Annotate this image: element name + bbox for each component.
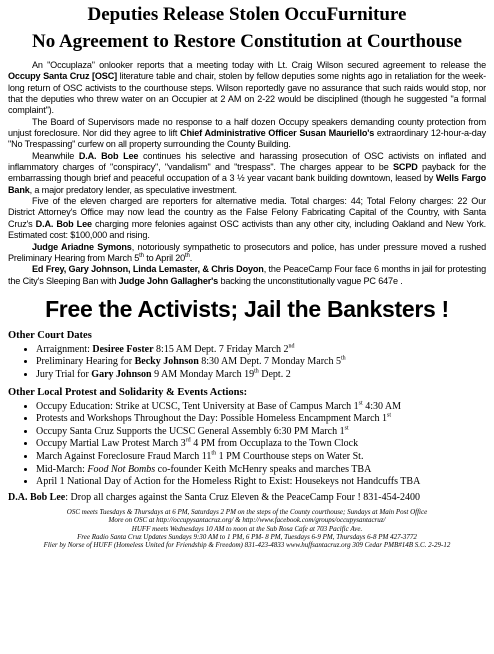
p4-text-c: charging more felonies against OSC activists than any other city, including Oakland and New York. Estimated cost: $100,000 and rising. [8,218,486,241]
item-name: Becky Johnson [134,356,199,368]
footer-line-4: Free Radio Santa Cruz Updates Sundays 9:30 AM to 1 PM, 6 PM- 8 PM, Tuesdays 6-9 PM, Thursdays 6-8 PM 427-3772 [77,533,417,542]
item-text: Occupy Education: Strike at UCSC, Tent University at Base of Campus March 1 [36,400,359,412]
item-text: 8:30 AM Dept. 7 Monday March 5 [198,356,341,368]
p3-bold-wells-fargo: Wells Fargo Bank [8,173,486,195]
item-text: Jury Trial for [36,369,92,381]
item-text: Occupy Santa Cruz Supports the UCSC General Assembly 6:30 PM March 1 [36,425,345,437]
p6-text-b: , the PeaceCamp Four face 6 months in jail for protesting the City's Sleeping Ban with [8,264,486,286]
p2-text-c: extraordinary 12-hour-a-day "No Trespassing" curfew on all property surrounding the County Building. [8,128,486,150]
p1-text-c: literature table and chair, stolen by fellow deputies some nights ago in retaliation for the week-long return of OSC activists to the courthouse steps. Wilson reportedly gave no assurance that such raids would stop, nor that the deputies who threw water on an Occupier at 2 AM on 2-22 would be disciplined (though he suggested "a formal complaint"). [8,71,486,116]
p2-bold-mauriello: Chief Administrative Officer Susan Mauriello's [180,128,375,139]
cta-bold-da: D.A. Bob Lee [8,491,66,503]
p5-sup-1: th [139,252,144,259]
footer-line-2: More on OSC at http://occupysantacruz.org/ & http://www.facebook.com/groups/occupysantacruz/ [108,516,386,525]
item-text: Occupy Martial Law Protest March 3 [36,438,186,450]
main-title: Deputies Release Stolen OccuFurniture [87,4,407,25]
list-item [36,426,486,439]
list-item [36,451,486,464]
p3-text-c: continues his selective and harassing prosecution of OSC activists on inflated and inflammatory charges of "conspiracy", "vandalism" and "trespass". The charges appear to be [8,150,486,173]
p4-text-a: Five of the eleven charged are reporters for alternative media. Total charges: 44; Total Felony charges: 22 Our District Attorney's Office may now lead the country as the False Felony Fabricating Capital of the Country, with Santa Cruz's [8,196,486,229]
item-sup: st [358,400,363,407]
court-dates-list [8,344,486,382]
paragraph-1 [8,60,486,117]
item-sup: nd [288,343,295,350]
item-text: 9 AM Monday March 19 [151,369,255,381]
p3-text-g: , a major predatory lender, as speculative investment. [29,184,237,195]
item-text: co-founder Keith McHenry speaks and marches TBA [155,463,372,475]
list-item [36,356,486,369]
p5-text-c: to April 20 [143,252,186,263]
list-item [36,413,486,426]
p3-bold-da: D.A. Bob Lee [78,150,139,161]
list-item [36,369,486,382]
p6-text-d: backing the unconstitutionally vague PC 647e . [218,275,403,286]
paragraph-5 [8,242,486,265]
p6-bold-judge: Judge John Gallagher's [118,275,219,286]
paragraph-6 [8,264,486,287]
item-text: Mid-March: [36,463,88,475]
p5-text-d: . [189,252,193,263]
footer-line-1: OSC meets Tuesdays & Thursdays at 6 PM, Saturdays 2 PM on the steps of the County courthouse; Sundays at Main Post Office [66,507,428,516]
list-item [36,344,486,357]
list-item [36,476,486,489]
p3-text-e: payback for the embarrassing though brief and peaceful occupation of a 3 ½ year vacant bank building downtown, leased by [8,162,486,184]
events-heading: Other Local Protest and Solidarity & Events Actions: [8,386,248,398]
item-text: 1 PM Courthouse steps on Water St. [216,451,364,463]
footer-line-3: HUFF meets Wednesdays 10 AM to noon at the Sub Rosa Cafe at 703 Pacific Ave. [131,524,363,533]
paragraph-3 [8,151,486,196]
item-sup: th [211,450,217,457]
item-italic: Food Not Bombs [87,463,156,475]
item-name: Gary Johnson [91,369,152,381]
item-text: 4:30 AM [362,400,402,412]
paragraph-2 [8,117,486,151]
item-sup: st [344,425,349,432]
list-item [36,438,486,451]
item-name: Desiree Foster [92,343,154,355]
item-text: Preliminary Hearing for [36,356,135,368]
events-list [8,401,486,489]
item-text: Arraignment: [36,343,93,355]
p5-bold-judge: Judge Ariadne Symons [32,241,132,252]
item-text: 8:15 AM Dept. 7 Friday March 2 [153,343,289,355]
p1-bold-osc: Occupy Santa Cruz [OSC] [8,71,118,82]
call-to-action [8,491,486,504]
item-text: Dept. 2 [258,369,291,381]
p2-text-a: The Board of Supervisors made no response to a half dozen Occupy speakers demanding county protection from unjust foreclosure. Nor did they agree to lift [8,116,486,139]
p3-text-a: Meanwhile [32,150,79,161]
item-text: April 1 National Day of Action for the Homeless Right to Exist: Housekeys not Handcuffs TBA [36,476,421,488]
p6-bold-four: Ed Frey, Gary Johnson, Linda Lemaster, & Chris Doyon [32,264,264,275]
court-dates-heading: Other Court Dates [8,329,92,341]
headline-banner: Free the Activists; Jail the Banksters ! [45,295,449,322]
p5-text-b: , notoriously sympathetic to prosecutors and police, has under pressure moved a rushed Preliminary Hearing from March 5 [8,241,486,263]
article-body [8,60,486,287]
cta-text: : Drop all charges against the Santa Cruz Eleven & the PeaceCamp Four ! 831-454-2400 [65,491,420,503]
item-sup: rd [185,438,191,445]
p1-text-a: An "Occuplaza" onlooker reports that a meeting today with Lt. Craig Wilson secured agreement to release the [32,60,486,70]
item-sup: th [341,356,346,363]
item-text: Protests and Workshops Throughout the Day: Possible Homeless Encampment March 1 [36,413,388,425]
p3-bold-scpd: SCPD [392,162,418,173]
footer-line-5: Flier by Norse of HUFF (Homeless United for Friendship & Freedom) 831-423-4833 www.huffsantacruz.org 309 Cedar PMB#14B S.C. 2-29-12 [43,541,451,550]
p5-sup-2: th [185,252,190,259]
item-text: 4 PM from Occuplaza to the Town Clock [190,438,359,450]
item-sup: th [254,368,259,375]
paragraph-4 [8,196,486,241]
item-text: March Against Foreclosure Fraud March 11 [36,451,212,463]
list-item [36,464,486,477]
list-item [36,401,486,414]
p4-bold-da: D.A. Bob Lee [35,218,92,229]
footer [8,508,486,550]
subtitle: No Agreement to Restore Constitution at Courthouse [32,31,462,52]
item-sup: st [387,412,392,419]
